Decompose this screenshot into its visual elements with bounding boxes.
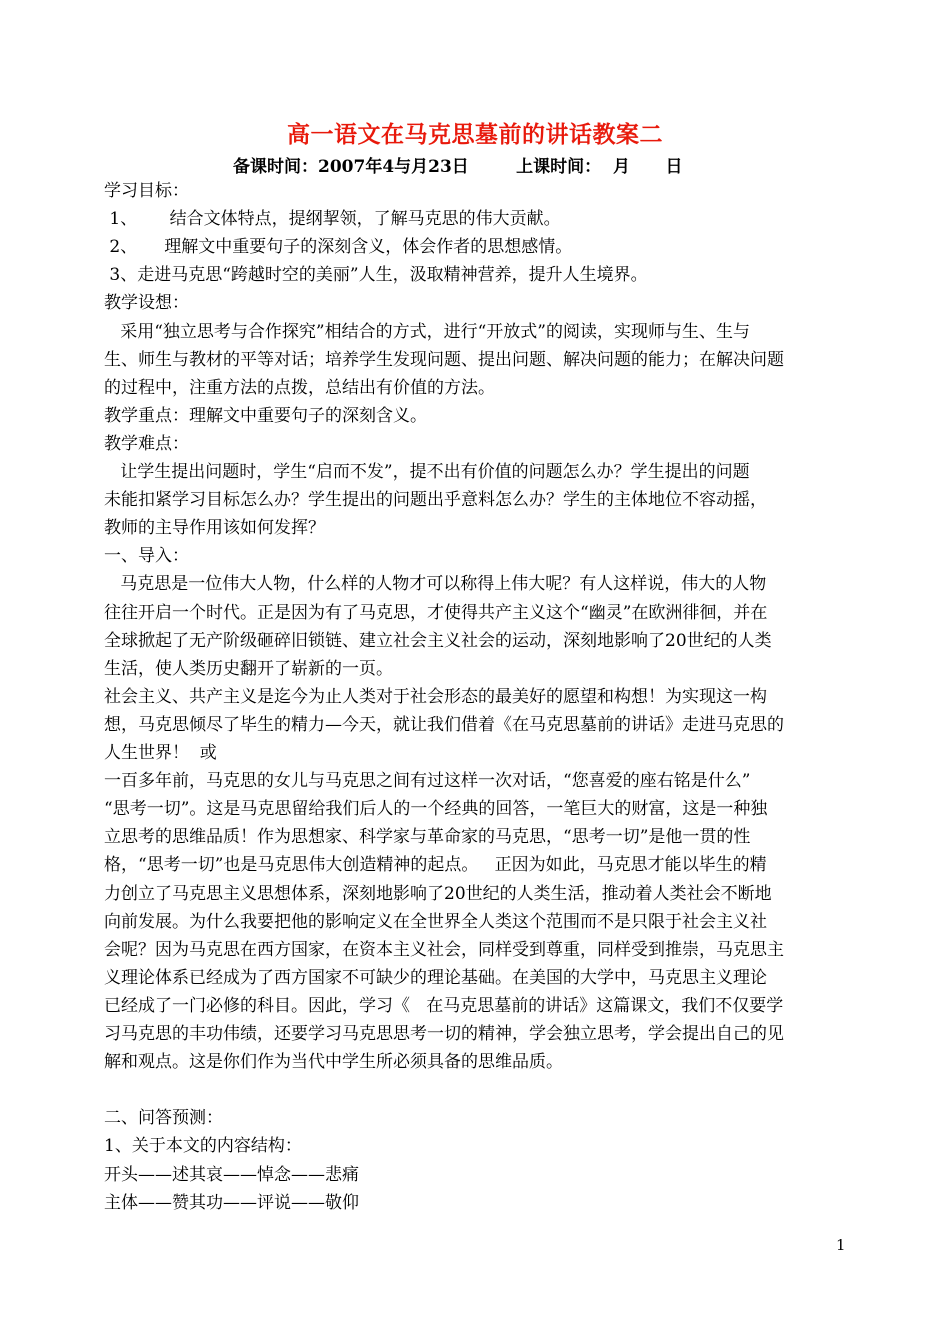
- body-line: 向前发展。为什么我要把他的影响定义在全世界全人类这个范围而不是只限于社会主义社: [104, 911, 767, 932]
- body-line: 1、关于本文的内容结构：: [104, 1136, 302, 1157]
- body-line: 教师的主导作用该如何发挥？: [104, 518, 325, 539]
- body-line: 未能扣紧学习目标怎么办？学生提出的问题出乎意料怎么办？学生的主体地位不容动摇，: [104, 490, 767, 511]
- body-line: 教学难点：: [104, 433, 189, 454]
- body-line: 二、问答预测：: [104, 1108, 223, 1129]
- body-line: 3、走进马克思“跨越时空的美丽”人生，汲取精神营养，提升人生境界。: [104, 265, 648, 286]
- body-line: 教学重点：理解文中重要句子的深刻含义。: [104, 405, 427, 426]
- body-line: 1、 结合文体特点，提纲挈领，了解马克思的伟大贡献。: [104, 209, 561, 230]
- body-line: 人生世界！ 或: [104, 743, 217, 763]
- body-line: 往往开启一个时代。正是因为有了马克思，才使得共产主义这个“幽灵”在欧洲徘徊，并在: [104, 602, 768, 623]
- body-line: 生活，使人类历史翻开了崭新的一页。: [104, 658, 393, 679]
- body-line: 教学设想：: [104, 293, 189, 314]
- body-line: 让学生提出问题时，学生“启而不发”，提不出有价值的问题怎么办？学生提出的问题: [104, 462, 750, 482]
- body-line: 习马克思的丰功伟绩，还要学习马克思思考一切的精神，学会独立思考，学会提出自己的见: [104, 1024, 784, 1044]
- body-line: 的过程中，注重方法的点拨，总结出有价值的方法。: [104, 377, 495, 398]
- body-line: 已经成了一门必修的科目。因此，学习《 在马克思墓前的讲话》这篇课文，我们不仅要学: [104, 995, 784, 1016]
- document-title: 高一语文在马克思墓前的讲话教案二: [287, 121, 663, 148]
- body-line: 解和观点。这是你们作为当代中学生所必须具备的思维品质。: [104, 1052, 563, 1073]
- body-line: 学习目标：: [104, 181, 189, 201]
- body-line: 格，“思考一切”也是马克思伟大创造精神的起点。 正因为如此，马克思才能以毕生的精: [104, 855, 767, 876]
- body-line: 马克思是一位伟大人物，什么样的人物才可以称得上伟大呢？有人这样说，伟大的人物: [104, 574, 767, 595]
- body-line: 想，马克思倾尽了毕生的精力—今天，就让我们借着《在马克思墓前的讲话》走进马克思的: [104, 714, 784, 735]
- page-number: 1: [836, 1236, 846, 1254]
- body-line: 社会主义、共产主义是迄今为止人类对于社会形态的最美好的愿望和构想！为实现这一构: [104, 686, 767, 707]
- body-line: 立思考的思维品质！作为思想家、科学家与革命家的马克思，“思考一切”是他一贯的性: [104, 827, 751, 848]
- lesson-dates: 备课时间：2007年4与月23日 上课时间： 月 日: [233, 157, 683, 177]
- body-line: 2、 理解文中重要句子的深刻含义，体会作者的思想感情。: [104, 237, 573, 258]
- body-line: 一百多年前，马克思的女儿与马克思之间有过这样一次对话，“您喜爱的座右铭是什么”: [104, 771, 751, 792]
- body-line: 一、导入：: [104, 546, 189, 567]
- body-line: 全球掀起了无产阶级砸碎旧锁链、建立社会主义社会的运动，深刻地影响了20世纪的人类: [104, 630, 772, 651]
- body-line: 义理论体系已经成为了西方国家不可缺少的理论基础。在美国的大学中，马克思主义理论: [104, 967, 767, 988]
- body-line: 力创立了马克思主义思想体系，深刻地影响了20世纪的人类生活，推动着人类社会不断地: [104, 883, 772, 904]
- body-line: 主体——赞其功——评说——敬仰: [104, 1192, 359, 1213]
- body-line: 会呢？因为马克思在西方国家，在资本主义社会，同样受到尊重，同样受到推崇，马克思主: [104, 939, 784, 960]
- body-line: “思考一切”。这是马克思留给我们后人的一个经典的回答，一笔巨大的财富，这是一种独: [104, 799, 768, 820]
- body-line: 生、师生与教材的平等对话；培养学生发现问题、提出问题、解决问题的能力；在解决问题: [104, 349, 784, 370]
- body-line: 开头——述其哀——悼念——悲痛: [104, 1164, 359, 1185]
- body-line: 采用“独立思考与合作探究”相结合的方式，进行“开放式”的阅读，实现师与生、生与: [104, 321, 750, 342]
